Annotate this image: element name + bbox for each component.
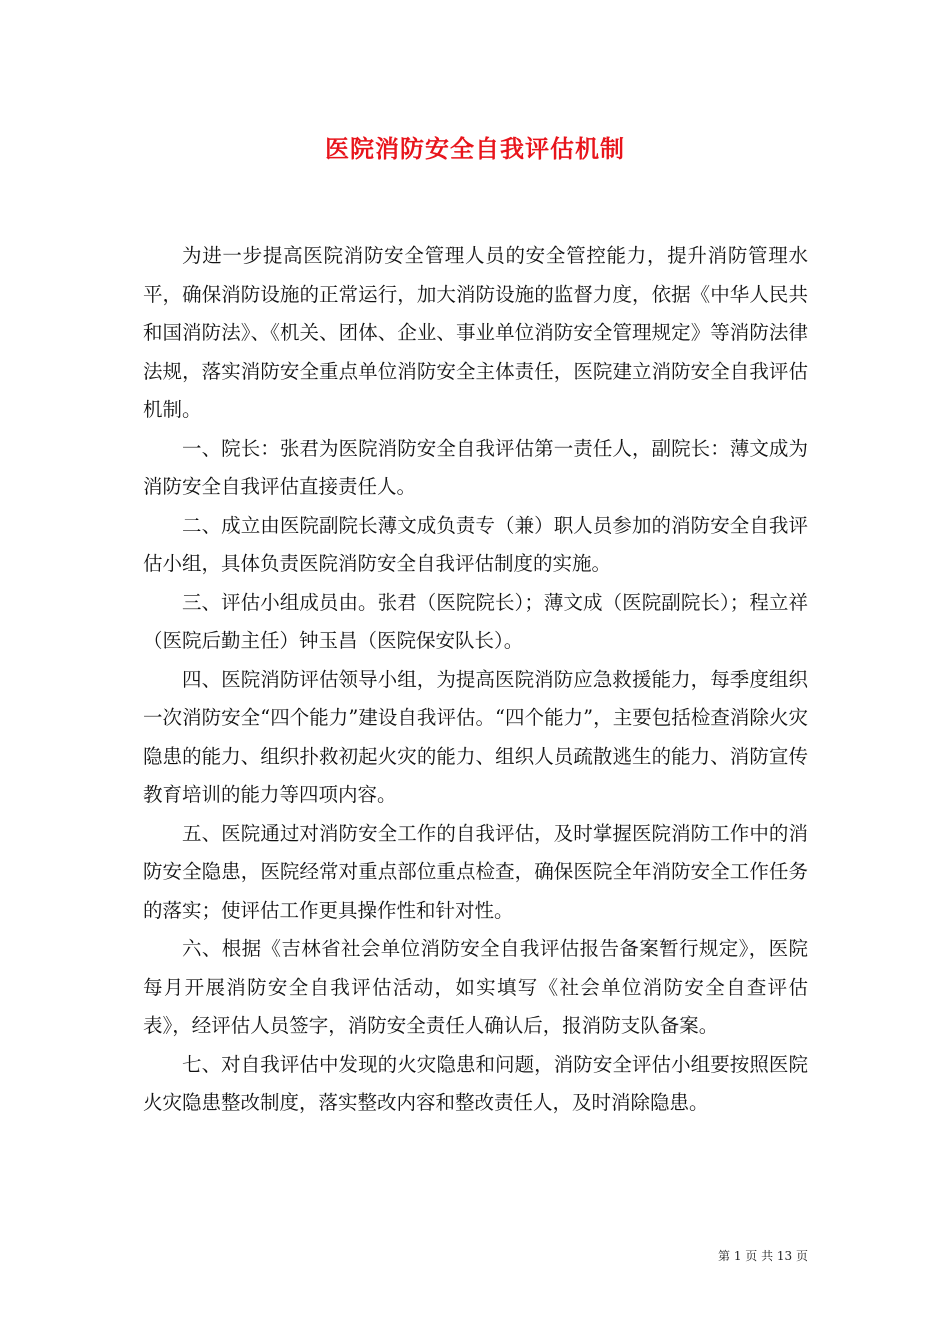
paragraph-intro: 为进一步提高医院消防安全管理人员的安全管控能力，提升消防管理水平，确保消防设施的正常运行，加大消防设施的监督力度，依据《中华人民共和国消防法》、《机关、团体、企业、事业单位消防安全管理规定》等消防法律法规，落实消防安全重点单位消防安全主体责任，医院建立消防安全自我评估机制。 bbox=[143, 244, 808, 421]
document-title: 医院消防安全自我评估机制 bbox=[325, 134, 625, 163]
paragraph-item-4: 四、医院消防评估领导小组，为提高医院消防应急救援能力，每季度组织一次消防安全“四个能力”建设自我评估。“四个能力”，主要包括检查消除火灾隐患的能力、组织扑救初起火灾的能力、组织人员疏散逃生的能力、消防宣传教育培训的能力等四项内容。 bbox=[143, 667, 808, 806]
paragraph-item-2: 二、成立由医院副院长薄文成负责专（兼）职人员参加的消防安全自我评估小组，具体负责医院消防安全自我评估制度的实施。 bbox=[143, 513, 808, 575]
document-body bbox=[143, 237, 808, 1123]
paragraph-item-5: 五、医院通过对消防安全工作的自我评估，及时掌握医院消防工作中的消防安全隐患，医院经常对重点部位重点检查，确保医院全年消防安全工作任务的落实；使评估工作更具操作性和针对性。 bbox=[143, 821, 808, 922]
page-number-footer: 第 1 页 共 13 页 bbox=[718, 1249, 808, 1263]
paragraph-item-7: 七、对自我评估中发现的火灾隐患和问题，消防安全评估小组要按照医院火灾隐患整改制度，落实整改内容和整改责任人，及时消除隐患。 bbox=[143, 1052, 808, 1114]
paragraph-item-3: 三、评估小组成员由。张君（医院院长）；薄文成（医院副院长）；程立祥（医院后勤主任）钟玉昌（医院保安队长）。 bbox=[143, 590, 808, 652]
paragraph-item-6: 六、根据《吉林省社会单位消防安全自我评估报告备案暂行规定》，医院每月开展消防安全自我评估活动，如实填写《社会单位消防安全自查评估表》，经评估人员签字，消防安全责任人确认后，报消防支队备案。 bbox=[143, 937, 808, 1037]
paragraph-item-1: 一、院长：张君为医院消防安全自我评估第一责任人，副院长：薄文成为消防安全自我评估直接责任人。 bbox=[143, 436, 808, 498]
